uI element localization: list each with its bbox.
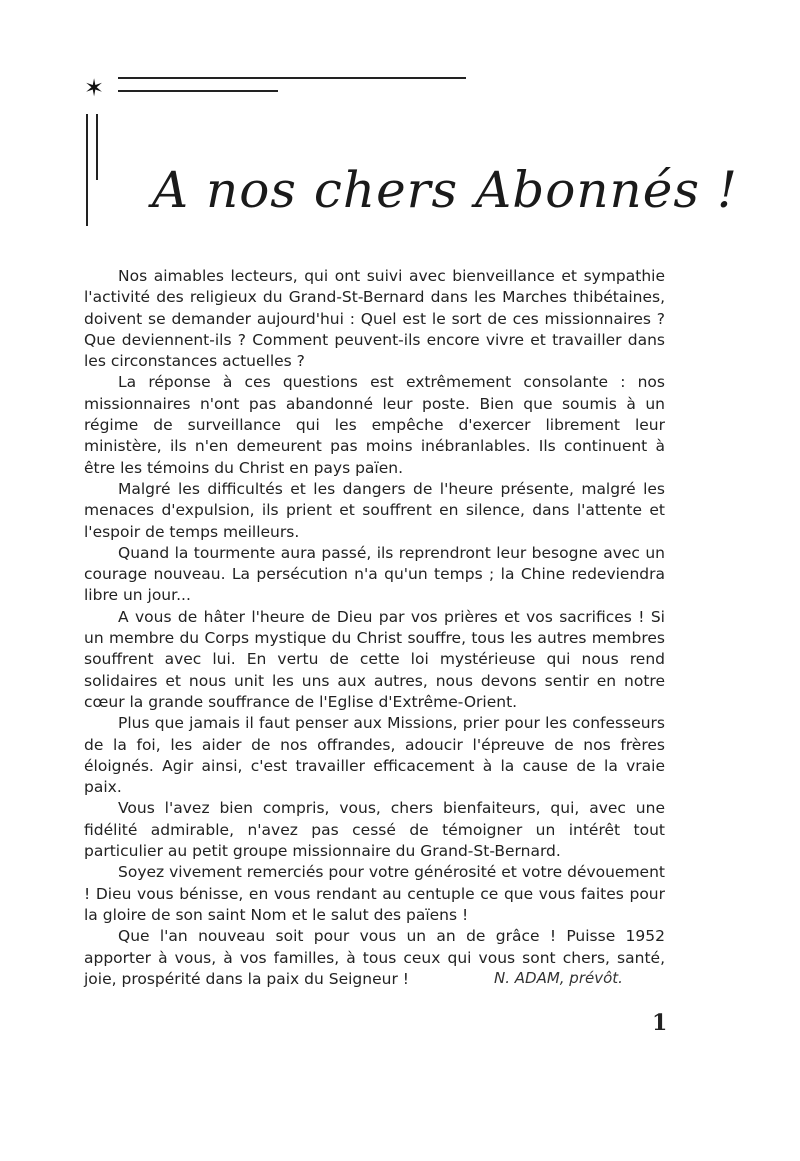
paragraph: Vous l'avez bien compris, vous, chers bienfaiteurs, qui, avec une fidélité admirable, n'avez pas cessé de témoigner un intérêt tout particulier au petit groupe missionnaire du Grand-St-Bernard. [84, 799, 665, 861]
paragraph: Que l'an nouveau soit pour vous un an de grâce ! Puisse 1952 apporter à vous, à vos familles, à tous ceux qui vous sont chers, santé, joie, prospérité dans la paix du Seigneur ! [84, 927, 665, 988]
paragraph: Soyez vivement remerciés pour votre générosité et votre dévouement ! Dieu vous bénisse, en vous rendant au centuple ce que vous faites pour la gloire de son saint Nom et le salut des païens ! [84, 863, 665, 924]
paragraph: A vous de hâter l'heure de Dieu par vos prières et vos sacrifices ! Si un membre du Corps mystique du Christ souffre, tous les autres membres souffrent avec lui. En vertu de cette loi mystérieuse qui nous rend solidaires et nous unit les uns aux autres, nous devons sentir en notre cœur la grande souffrance de l'Eglise d'Extrême-Orient. [84, 607, 665, 711]
star-ornament-icon: ✶ [84, 74, 105, 102]
vertical-bar-short [96, 114, 98, 180]
page-title: A nos chers Abonnés ! [152, 161, 738, 219]
paragraph: Malgré les difficultés et les dangers de l'heure présente, malgré les menaces d'expulsion, ils prient et souffrent en silence, dans l'attente et l'espoir de temps meilleurs. [84, 479, 665, 541]
top-rule-long [118, 77, 466, 79]
page-number: 1 [652, 1010, 668, 1036]
top-rule-short [118, 90, 278, 92]
article-body [84, 266, 665, 990]
signature: N. ADAM, prévôt. [494, 969, 623, 987]
paragraph: Nos aimables lecteurs, qui ont suivi avec bienveillance et sympathie l'activité des religieux du Grand-St-Bernard dans les Marches thibétaines, doivent se demander aujourd'hui : Quel est le sort de ces missionnaires ? Que deviennent-ils ? Comment peuvent-ils encore vivre et travailler dans les circonstances actuelles ? [84, 267, 665, 371]
paragraph: La réponse à ces questions est extrêmement consolante : nos missionnaires n'ont pas abandonné leur poste. Bien que soumis à un régime de surveillance qui les empêche d'exercer librement leur ministère, ils n'en demeurent pas moins inébranlables. Ils continuent à être les témoins du Christ en pays païen. [84, 373, 665, 477]
paragraph: Plus que jamais il faut penser aux Missions, prier pour les confesseurs de la foi, les aider de nos offrandes, adoucir l'épreuve de nos frères éloignés. Agir ainsi, c'est travailler efficacement à la cause de la vraie paix. [84, 714, 665, 797]
vertical-bar-long [86, 114, 88, 226]
paragraph: Quand la tourmente aura passé, ils reprendront leur besogne avec un courage nouveau. La persécution n'a qu'un temps ; la Chine redeviendra libre un jour... [84, 543, 665, 605]
